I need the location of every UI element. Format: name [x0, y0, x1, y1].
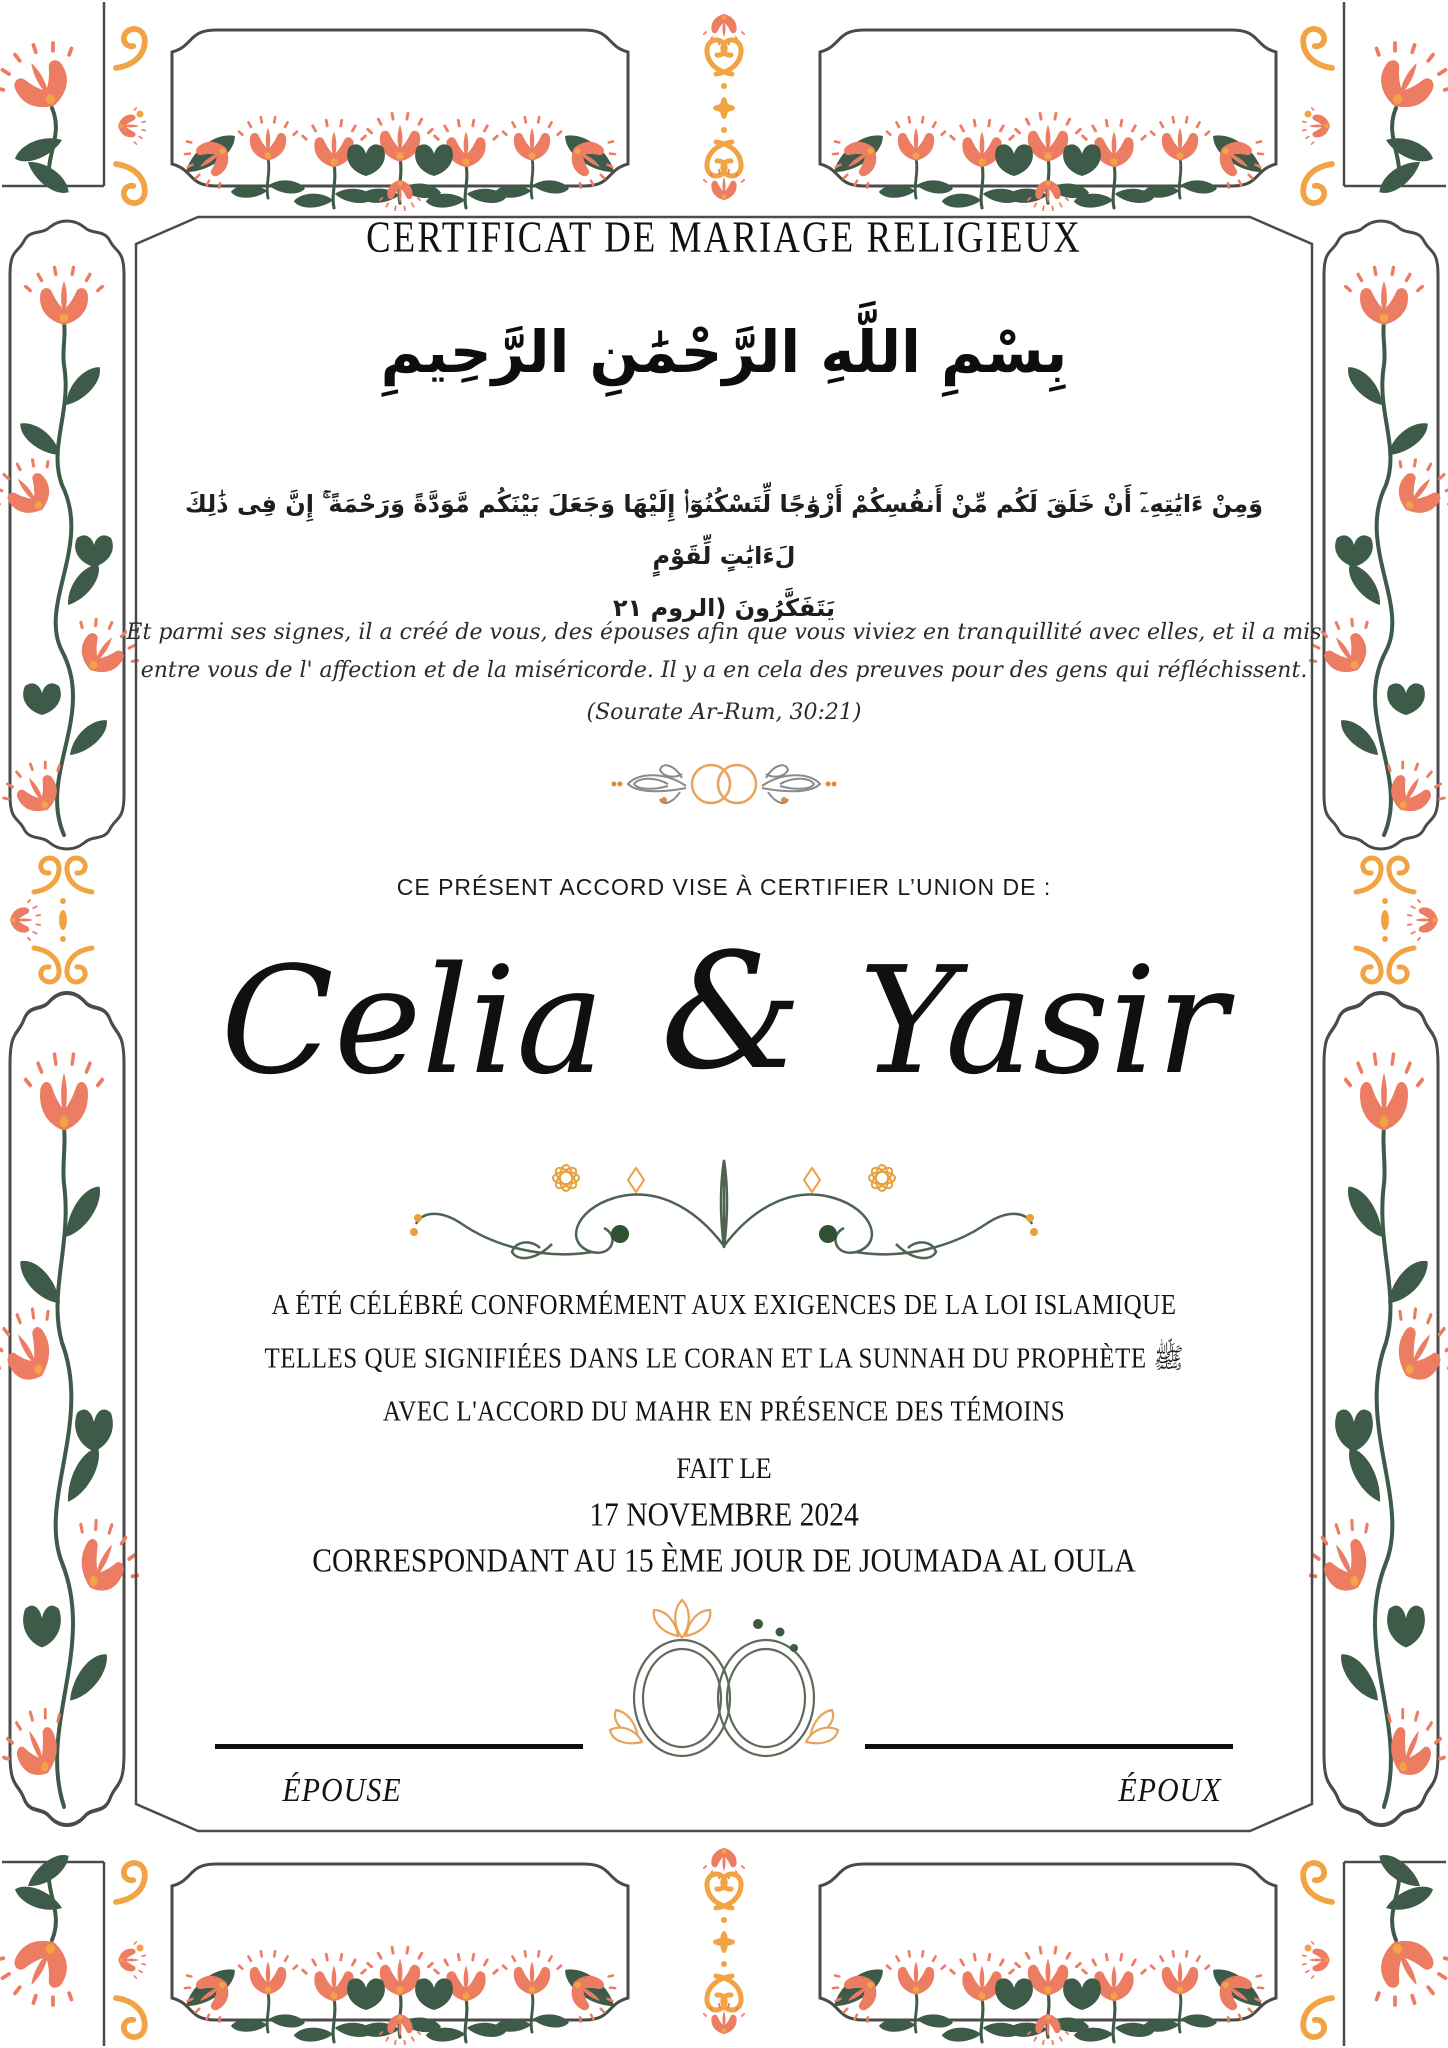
ampersand: & — [660, 917, 803, 1105]
verse-line-2: يَتَفَكَّرُونَ (الروم ٢١ — [612, 594, 836, 622]
date-hijri: CORRESPONDANT AU 15 ÈME JOUR DE JOUMADA AL OULA — [312, 1542, 1136, 1580]
verse-source: (Sourate Ar-Rum, 30:21) — [586, 700, 862, 725]
date-gregorian: 17 NOVEMBRE 2024 — [589, 1496, 859, 1534]
groom-name: Yasir — [858, 935, 1228, 1107]
date-intro: FAIT LE — [676, 1451, 772, 1486]
union-statement: CE PRÉSENT ACCORD VISE À CERTIFIER L’UNION DE : — [396, 874, 1052, 900]
verse-translation-french — [124, 614, 1324, 732]
translation-line-1: Et parmi ses signes, il a créé de vous, des épouses afin que vous viviez en tranquillité avec elles, et il a mis — [126, 620, 1322, 645]
ceremony-statement — [121, 1280, 1327, 1439]
bottom-floral-border — [116, 1848, 1332, 2048]
ceremony-line-1: A ÉTÉ CÉLÉBRÉ CONFORMÉMENT AUX EXIGENCES DE LA LOI ISLAMIQUE — [271, 1290, 1177, 1322]
bride-label: ÉPOUSE — [282, 1772, 402, 1809]
verse-line-1: وَمِنْ ءَايَٰتِهِۦٓ أَنْ خَلَقَ لَكُم مِّنْ أَنفُسِكُمْ أَزْوَٰجًا لِّتَسْكُنُوٓا۟ إِلَيْهَا وَجَعَلَ بَيْنَكُم مَّوَدَّةً وَرَحْمَةً ۚ إِنَّ فِى ذَٰلِكَ لَءَايَٰتٍ لِّقَوْمٍ — [184, 490, 1264, 570]
wedding-rings-icon — [554, 1596, 894, 1771]
groom-signature-line[interactable] — [865, 1744, 1233, 1749]
ceremony-line-2: TELLES QUE SIGNIFIÉES DANS LE CORAN ET LA SUNNAH DU PROPHÈTE ﷺ — [264, 1343, 1184, 1375]
groom-label: ÉPOUX — [1118, 1772, 1222, 1809]
couple-names — [0, 896, 1448, 1146]
ceremony-line-3: AVEC L'ACCORD DU MAHR EN PRÉSENCE DES TÉMOINS — [382, 1396, 1066, 1428]
rings-divider-icon — [584, 748, 864, 824]
bride-name: Celia — [220, 935, 605, 1107]
translation-line-2: entre vous de l' affection et de la miséricorde. Il y a en cela des preuves pour des gens qui réfléchissent. — [140, 658, 1308, 683]
bride-signature-line[interactable] — [215, 1744, 583, 1749]
quran-verse-arabic — [144, 478, 1304, 634]
top-floral-border — [116, 14, 1332, 214]
floral-flourish-icon — [404, 1136, 1044, 1276]
basmala-calligraphy: بِسْمِ اللَّهِ الرَّحْمَٰنِ الرَّحِيمِ — [380, 318, 1068, 386]
certificate-title: CERTIFICAT DE MARIAGE RELIGIEUX — [366, 214, 1082, 263]
date-block — [132, 1446, 1315, 1584]
